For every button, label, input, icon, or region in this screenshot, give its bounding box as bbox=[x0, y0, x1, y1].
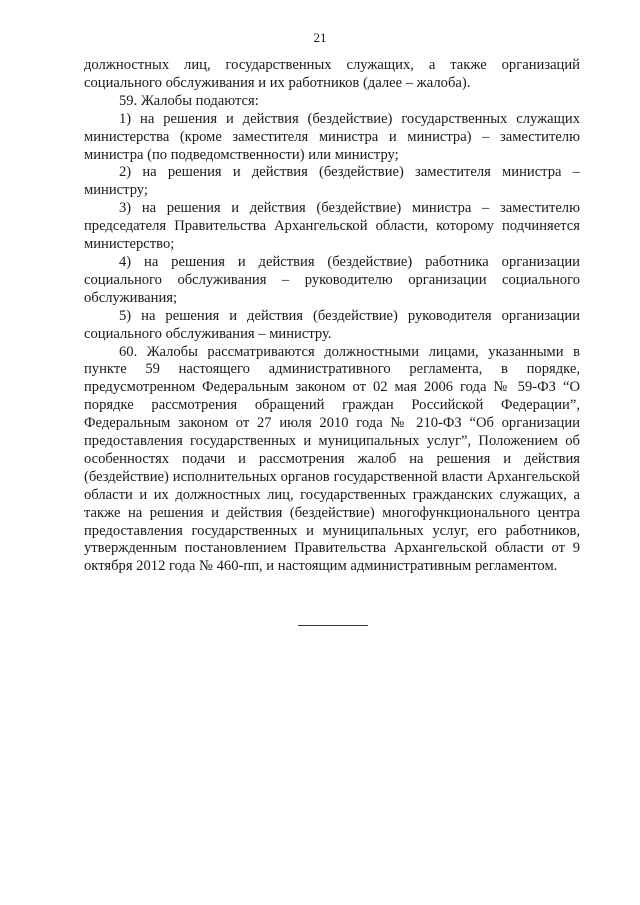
paragraph-59-item-3: 3) на решения и действия (бездействие) министра – заместителю председателя Правительства Архангельской области, которому подчиняется министерство; bbox=[84, 200, 580, 253]
paragraph-continuation: должностных лиц, государственных служащих, а также организаций социального обслуживания и их работников (далее – жалоба). bbox=[84, 57, 580, 91]
paragraph-59-item-2: 2) на решения и действия (бездействие) заместителя министра – министру; bbox=[84, 164, 580, 199]
paragraph-59-item-1: 1) на решения и действия (бездействие) государственных служащих министерства (кроме заместителя министра и министра) – заместителю министра (по подведомственности) или министру; bbox=[84, 110, 580, 163]
end-divider-line bbox=[298, 625, 368, 626]
document-body bbox=[84, 57, 580, 576]
page-number: 21 bbox=[313, 30, 327, 45]
paragraph-59-item-4: 4) на решения и действия (бездействие) работника организации социального обслуживания – руководителю организации социального обслуживания; bbox=[84, 253, 580, 306]
paragraph-59-heading: 59. Жалобы подаются: bbox=[119, 92, 259, 109]
paragraph-59-item-5: 5) на решения и действия (бездействие) руководителя организации социального обслуживания – министру. bbox=[84, 307, 580, 342]
paragraph-60: 60. Жалобы рассматриваются должностными лицами, указанными в пункте 59 настоящего административного регламента, в порядке, предусмотренном Федеральным законом от 02 мая 2006 года № 59-ФЗ “О порядке рассмотрения обращений граждан Российской Федерации”, Федеральным законом от 27 июля 2010 года № 210-ФЗ “Об организации предоставления государственных и муниципальных услуг”, Положением об особенностях подачи и рассмотрения жалоб на решения и действия (бездействие) исполнительных органов государственной власти Архангельской области и их должностных лиц, государственных гражданских служащих, а также на решения и действия (бездействие) многофункционального центра предоставления государственных и муниципальных услуг, его работников, утвержденным постановлением Правительства Архангельской области от 9 октября 2012 года № 460-пп, и настоящим административным регламентом. bbox=[84, 343, 580, 575]
